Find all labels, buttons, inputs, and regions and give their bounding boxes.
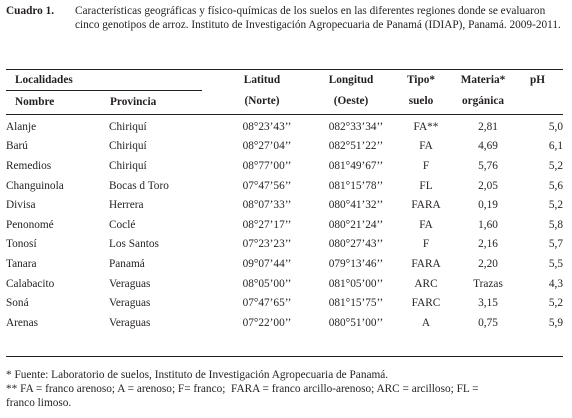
cell-ph: 5,5 bbox=[548, 257, 563, 270]
cell-materia: 0,19 bbox=[478, 199, 498, 212]
cell-nombre: Calabacito bbox=[6, 277, 55, 290]
cell-nombre: Soná bbox=[6, 297, 29, 310]
table-row bbox=[6, 293, 563, 313]
cell-nombre: Barú bbox=[6, 140, 28, 153]
cell-longitud: 081°05’00’’ bbox=[328, 277, 384, 290]
cell-latitud: 09°07’44’’ bbox=[242, 257, 292, 270]
cell-tipo: FA bbox=[419, 218, 433, 231]
cell-materia: Trazas bbox=[473, 277, 503, 290]
cell-ph: 6,1 bbox=[548, 140, 563, 153]
header-tipo-sub: suelo bbox=[408, 95, 434, 107]
cell-tipo: F bbox=[422, 159, 430, 172]
header-materia bbox=[446, 73, 520, 108]
cell-longitud: 081°15’78’’ bbox=[328, 179, 384, 192]
cell-latitud: 07°47’56’’ bbox=[242, 179, 292, 192]
cell-latitud: 07°47’65’’ bbox=[242, 297, 292, 310]
header-ph: pH bbox=[530, 74, 546, 86]
cell-provincia: Coclé bbox=[109, 218, 136, 231]
cell-nombre: Penonomé bbox=[6, 218, 54, 231]
cell-latitud: 07°22’00’’ bbox=[242, 316, 292, 329]
cell-ph: 5,2 bbox=[548, 159, 563, 172]
cell-tipo: FA** bbox=[413, 120, 439, 133]
table-row bbox=[6, 156, 563, 176]
cell-ph: 5,7 bbox=[548, 238, 563, 251]
cell-latitud: 08°27’04’’ bbox=[242, 140, 292, 153]
footnote-abbreviations-cont: franco limoso. bbox=[6, 397, 72, 409]
cell-ph: 5,2 bbox=[548, 199, 563, 212]
table-row bbox=[6, 176, 563, 196]
header-materia-label: Materia* bbox=[460, 74, 506, 86]
cell-materia: 2,16 bbox=[478, 238, 498, 251]
cell-longitud: 080°41’32’’ bbox=[328, 199, 384, 212]
cell-latitud: 08°07’33’’ bbox=[242, 199, 292, 212]
cell-tipo: ARC bbox=[414, 277, 438, 290]
bottom-rule bbox=[6, 356, 563, 357]
cell-longitud: 082°33’34’’ bbox=[328, 120, 384, 133]
table-caption bbox=[6, 4, 566, 33]
localidades-rule bbox=[6, 90, 202, 91]
table-row bbox=[6, 274, 563, 294]
header-provincia: Provincia bbox=[110, 96, 157, 108]
cell-nombre: Divisa bbox=[6, 199, 36, 212]
cell-nombre: Changuinola bbox=[6, 179, 64, 192]
footnote-source: * Fuente: Laboratorio de suelos, Instituto de Investigación Agropecuaria de Panamá. bbox=[6, 369, 389, 381]
header-latitud-sub: (Norte) bbox=[244, 95, 280, 107]
cell-longitud: 080°27’43’’ bbox=[328, 238, 384, 251]
header-latitud bbox=[218, 73, 306, 108]
cell-latitud: 07°23’23’’ bbox=[242, 238, 292, 251]
cell-longitud: 080°51’00’’ bbox=[328, 316, 384, 329]
cell-nombre: Tanara bbox=[6, 257, 37, 270]
cell-provincia: Veraguas bbox=[109, 316, 151, 329]
header-longitud-sub: (Oeste) bbox=[333, 95, 369, 107]
cell-materia: 2,81 bbox=[478, 120, 498, 133]
header-bottom-rule bbox=[6, 114, 563, 115]
cell-provincia: Panamá bbox=[109, 257, 145, 270]
cell-materia: 2,20 bbox=[478, 257, 498, 270]
header-tipo-label: Tipo* bbox=[406, 74, 436, 86]
cell-materia: 1,60 bbox=[478, 218, 498, 231]
footnote-abbreviations: ** FA = franco arenoso; A = arenoso; F= franco; FARA = franco arcillo-arenoso; ARC = arcilloso; FL = bbox=[6, 383, 479, 395]
cell-latitud: 08°05’00’’ bbox=[242, 277, 292, 290]
cell-tipo: FA bbox=[419, 140, 433, 153]
cell-longitud: 081°15’75’’ bbox=[328, 297, 384, 310]
header-nombre: Nombre bbox=[15, 96, 55, 108]
cell-ph: 5,2 bbox=[548, 297, 563, 310]
cell-materia: 0,75 bbox=[478, 316, 498, 329]
table-row bbox=[6, 117, 563, 137]
cell-materia: 2,05 bbox=[478, 179, 498, 192]
cell-ph: 5,0 bbox=[548, 120, 563, 133]
cell-provincia: Chiriquí bbox=[109, 140, 147, 153]
table-row bbox=[6, 215, 563, 235]
soil-table bbox=[6, 117, 563, 333]
caption-label: Cuadro 1. bbox=[6, 5, 55, 17]
table-row bbox=[6, 313, 563, 333]
header-longitud-label: Longitud bbox=[328, 74, 374, 86]
cell-longitud: 081°49’67’’ bbox=[328, 159, 384, 172]
cell-nombre: Alanje bbox=[6, 120, 37, 133]
cell-provincia: Bocas d Toro bbox=[109, 179, 169, 192]
cell-tipo: FL bbox=[419, 179, 433, 192]
cell-latitud: 08°77’00’’ bbox=[242, 159, 292, 172]
header-longitud bbox=[306, 73, 396, 108]
table-row bbox=[6, 254, 563, 274]
cell-latitud: 08°23’43’’ bbox=[242, 120, 292, 133]
cell-provincia: Chiriquí bbox=[109, 120, 147, 133]
cell-ph: 4,3 bbox=[548, 277, 563, 290]
table-row bbox=[6, 235, 563, 255]
cell-ph: 5,8 bbox=[548, 218, 563, 231]
caption-text: Características geográficas y físico-químicas de los suelos en las diferentes regiones donde se evaluaron cinco genotipos de arroz. Instituto de Investigación Agropecuaria de Panamá (IDIAP), Panamá. 2009-2011. bbox=[75, 5, 561, 32]
cell-materia: 4,69 bbox=[478, 140, 498, 153]
top-rule bbox=[6, 69, 563, 70]
header-materia-sub: orgánica bbox=[461, 95, 505, 107]
table-row bbox=[6, 137, 563, 157]
cell-longitud: 080°21’24’’ bbox=[328, 218, 384, 231]
cell-ph: 5,6 bbox=[548, 179, 563, 192]
cell-tipo: FARC bbox=[411, 297, 441, 310]
cell-provincia: Herrera bbox=[109, 199, 144, 212]
cell-tipo: FARA bbox=[411, 257, 441, 270]
table-footnotes bbox=[6, 368, 566, 410]
cell-latitud: 08°27’17’’ bbox=[242, 218, 292, 231]
cell-nombre: Remedios bbox=[6, 159, 52, 172]
cell-tipo: FARA bbox=[411, 199, 441, 212]
cell-longitud: 082°51’22’’ bbox=[328, 140, 384, 153]
cell-tipo: A bbox=[421, 316, 431, 329]
cell-provincia: Los Santos bbox=[109, 238, 159, 251]
table-row bbox=[6, 195, 563, 215]
header-tipo bbox=[396, 73, 446, 108]
cell-materia: 5,76 bbox=[478, 159, 498, 172]
header-latitud-label: Latitud bbox=[243, 74, 281, 86]
cell-provincia: Veraguas bbox=[109, 277, 151, 290]
cell-tipo: F bbox=[422, 238, 430, 251]
cell-nombre: Tonosí bbox=[6, 238, 37, 251]
cell-provincia: Chiriquí bbox=[109, 159, 147, 172]
cell-nombre: Arenas bbox=[6, 316, 38, 329]
cell-ph: 5,9 bbox=[548, 316, 563, 329]
header-localidades: Localidades bbox=[15, 74, 73, 86]
cell-longitud: 079°13’46’’ bbox=[328, 257, 384, 270]
cell-provincia: Veraguas bbox=[109, 297, 151, 310]
cell-materia: 3,15 bbox=[478, 297, 498, 310]
